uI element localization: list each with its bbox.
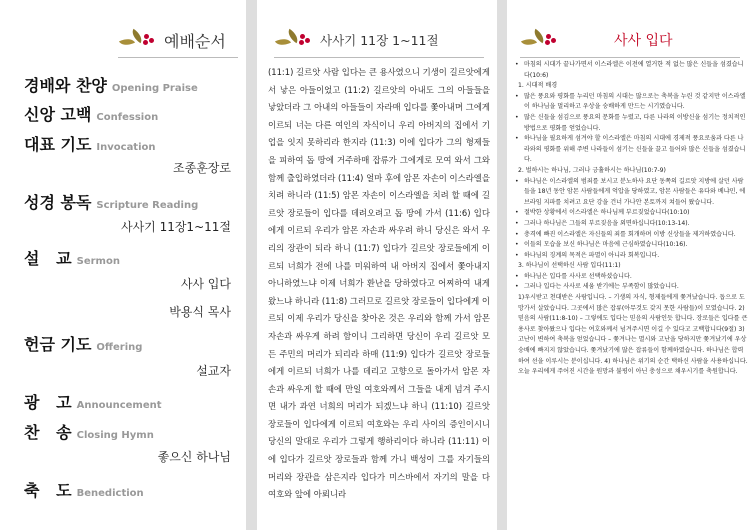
scripture-text: (11:1) 길르앗 사람 입다는 큰 용사였으니 기생이 길르앗에게서 낳은 아들이었고 (11:2) 길르앗의 아내도 그의 아들들을 낳았더라 그 아내의 아들들이 자라매 입다를 쫓아내며 그에게 이르되 너는 다른 여인의 자식이니 우리 아버지의 집에서 기업을 잇지 못하리라 한지라 (11:3) 이에 입다가 그의 형제들을 피하여 돕 땅에 거주하매 잡류가 그에게로 모여 와서 그와 함께 출입하였더라 (11:4) 얼마 후에 암몬 자손이 이스라엘을 치려 하니라 (11:5) 암몬 자손이 이스라엘을 치려 할 때에 길르앗 장로들이 입다를 데려오려고 돕 땅에 가서 (11:6) 입다에게 이르되 우리가 암몬 자손과 싸우려 하니 당신은 와서 우리의 장관이 되라 하니 (11:7) 입다가 길르앗 장로들에게 이르되 너희가 전에 나를 미워하여 내 아버지 집에서 쫓아내지 아니하였느냐 이제 너희가 환난을 당하였다고 어찌하여 내게 왔느냐 하니라 (11:8) 그러므로 길르앗 장로들이 입다에게 이르되 이제 우리가 당신을 찾아온 것은 우리와 함께 가서 암몬 자손과 싸우게 하려 함이니 그리하면 당신이 우리 길르앗 모든 주민의 머리가 되리라 하매 (11:9) 입다가 길르앗 장로들에게 이르되 너희가 나를 데리고 고향으로 돌아가서 암몬 자손과 싸우게 할 때에 만일 여호와께서 그들을 내게 넘겨 주시면 내가 과연 너희의 머리가 되겠느냐 하니 (11:10) 길르앗 장로들이 입다에게 이르되 여호와는 우리 사이의 증인이시니 당신의 말대로 우리가 그렇게 행하리이다 하니라 (11:11) 이에 입다가 길르앗 장로들과 함께 가니 백성이 그를 자기들의 머리와 장관을 삼은지라 입다가 미스바에서 자기의 말을 다 여호와 앞에 아뢰니라 xyxy=(268,67,490,500)
outline-item: • 충격에 빠진 이스라엘은 자신들의 죄를 회개하며 이방 신상들을 제거하였습니다. xyxy=(514,230,748,241)
order-item-name: 대표 기도 xyxy=(24,135,92,154)
leaf-berry-icon xyxy=(118,29,156,51)
order-item-english: Opening Praise xyxy=(111,83,198,94)
order-item-detail: 좋으신 하나님 xyxy=(157,450,231,464)
sermon-panel xyxy=(508,0,750,530)
order-item-announcement xyxy=(24,390,238,413)
order-item-name: 성경 봉독 xyxy=(24,193,92,212)
order-item-name: 광 고 xyxy=(24,393,72,412)
leaf-berry-icon xyxy=(520,29,558,51)
outline-item: • 마침의 시대가 끝나가면서 이스라엘은 이전에 열거한 적 없는 많은 신들을 섬겼습니다(10:6) xyxy=(514,60,748,81)
order-title: 예배순서 xyxy=(164,31,226,51)
order-item-name: 찬 송 xyxy=(24,423,72,442)
order-item-scripture-reading xyxy=(24,190,238,213)
outline-item: • 많은 풍요와 평화를 누리던 마침의 시대는 많으로는 축복을 누린 것 같지만 이스라엘이 하나님을 멀리하고 우상을 숭배하게 만드는 시기였습니다. xyxy=(514,92,748,113)
order-of-worship-panel xyxy=(0,0,245,530)
outline-item: • 이들의 모습을 보신 하나님은 마음에 근심하였습니다(10:16). xyxy=(514,240,748,251)
order-item-name: 헌금 기도 xyxy=(24,335,92,354)
order-item-opening-praise xyxy=(24,73,238,96)
outline-item: • 그러나 입다는 사사로 세움 받기에는 부족함이 많았습니다. xyxy=(514,282,748,293)
scripture-title: 사사기 11장 1~11절 xyxy=(320,33,439,48)
order-item-detail: 사사기 11장1~11절 xyxy=(120,220,231,234)
order-item-english: Benediction xyxy=(76,488,144,499)
outline-item: • 그러나 하나님은 그들의 부르짖음을 외면하십니다(10:13-14). xyxy=(514,219,748,230)
leaf-berry-icon xyxy=(274,29,312,51)
page-gutter xyxy=(497,0,507,530)
order-item-offering xyxy=(24,332,238,355)
order-item-english: Confession xyxy=(96,112,159,123)
order-item-benediction xyxy=(24,478,238,501)
order-item-name: 경배와 찬양 xyxy=(24,76,107,95)
outline-item: • 하나님의 징계의 목적은 파멸이 아니라 회복입니다. xyxy=(514,251,748,262)
order-item-english: Scripture Reading xyxy=(96,200,199,211)
order-item-name: 설 교 xyxy=(24,249,72,268)
sermon-header xyxy=(520,22,740,58)
outline-conclusion: 오늘 우리에게 주어진 시간을 원망과 불평이 아닌 충성으로 채우시기를 축원합니다. xyxy=(518,368,738,376)
order-item-detail: 설교자 xyxy=(196,364,231,378)
outline-heading: 1. 시대적 배경 xyxy=(518,82,558,90)
order-item-detail: 조종훈장로 xyxy=(173,161,231,175)
order-item-invocation xyxy=(24,132,238,155)
order-item-english: Closing Hymn xyxy=(76,430,154,441)
sermon-title: 사사 입다 xyxy=(614,33,673,49)
outline-paragraph: 1)우시받고 천대받은 사람입니다. – 기생의 자식, 형제들에게 쫓겨났습니다. 돕으로 도망가서 살았습니다. 그곳에서 많은 잡류(아무것도 갖지 못한 사람들)이 모였습니다. 2) 믿음의 사람(11:8-10) – 그렇에도 입다는 믿음의 사람인듯 합니다. 장로들은 입다를 큰 용사로 찾아왔으나 입다는 여호와께서 넘겨주시면 이길 수 있다고 고백합니다(9절) 3)고난이 변하여 축복을 얻었습니다 – 쫓겨나는 멸시와 고난을 당하지만 쫓겨났기에 우상 숭배에 빠지지 않았습니다. 쫓겨났기에 많은 잡류들이 함께하였습니다. 하나님은 합력하여 선을 이루시는 분이십니다. 4) 하나님은 위기의 순간 택하신 사람을 사용하십니다. xyxy=(518,294,748,365)
outline-heading: 3. 하나님이 선택하신 사람 입다(11:1) xyxy=(518,262,621,270)
outline-item: • 하나님을 필요하게 섬겨야 할 이스라엘은 마침의 시대에 경제적 풍요로움과 다른 나라와의 평화를 위해 주변 나라들이 섬기는 신들을 끌고 들어와 많은 신들을 섬겼습니다. xyxy=(514,134,748,166)
page-gutter xyxy=(246,0,257,530)
outline-item: • 하나님은 입다를 사사로 선택하셨습니다. xyxy=(514,272,748,283)
sermon-outline xyxy=(514,60,748,378)
preacher-name: 박용식 목사 xyxy=(169,305,231,319)
order-item-sermon xyxy=(24,246,238,269)
order-item-name: 신앙 고백 xyxy=(24,105,92,124)
order-item-english: Offering xyxy=(96,342,143,353)
order-header xyxy=(118,22,238,58)
order-item-detail: 사사 입다 xyxy=(180,277,231,291)
order-item-name: 축 도 xyxy=(24,481,72,500)
outline-item: • 하나님은 이스라엘의 범죄를 보시고 분노하사 요단 동쪽의 길르앗 지방에 살던 사람들을 18년 동안 암몬 사람들에게 억압을 당하였고, 암몬 사람들은 유다와 베냐민, 에브라임 지파를 치려고 요단 강을 건너 가나안 본토까지 쳐들어 왔습니다. xyxy=(514,177,748,209)
order-item-english: Invocation xyxy=(96,142,156,153)
order-item-english: Announcement xyxy=(76,400,162,411)
order-item-confession xyxy=(24,102,238,125)
outline-item: • 많은 신들을 섬김으로 풍요의 문화를 누렸고, 다른 나라의 이방신을 섬기는 정치적인 방법으로 평화를 얻었습니다. xyxy=(514,113,748,134)
order-item-closing-hymn xyxy=(24,420,238,443)
outline-heading: 2. 벌하시는 하나님, 그러나 긍휼하시는 하나님(10:7-9) xyxy=(518,166,666,174)
outline-item: • 절박한 상황에서 이스라엘은 하나님께 부르짖었습니다(10:10) xyxy=(514,208,748,219)
order-item-english: Sermon xyxy=(76,256,120,267)
scripture-header xyxy=(274,22,484,58)
scripture-panel xyxy=(258,0,496,530)
